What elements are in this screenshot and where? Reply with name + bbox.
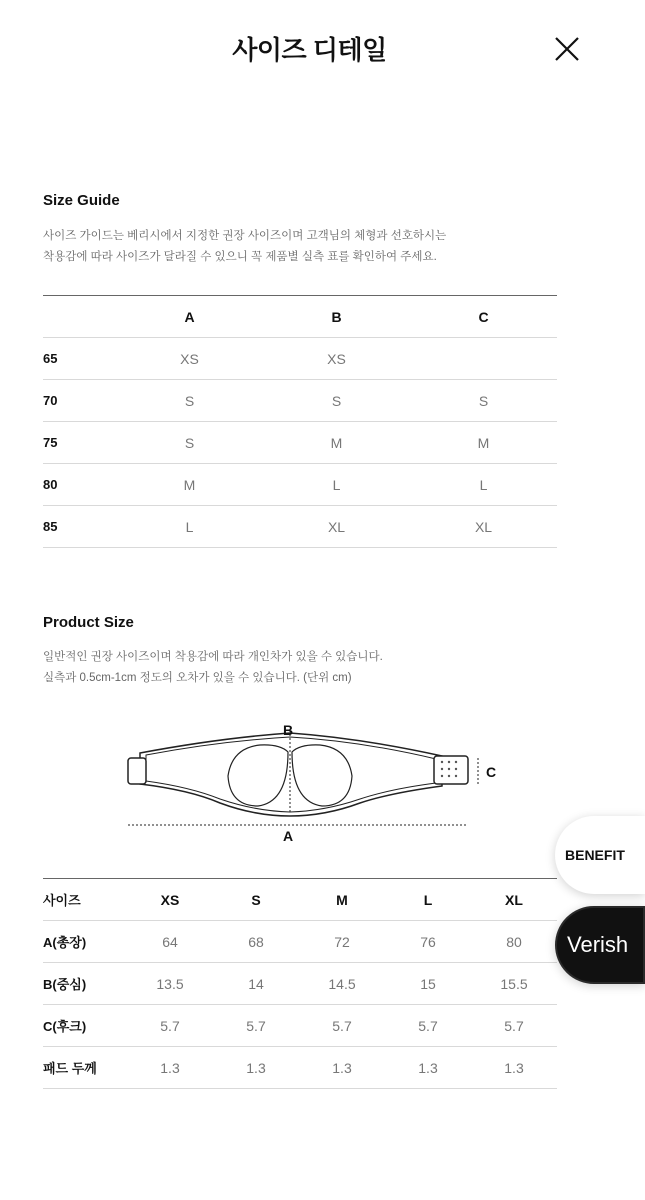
table-cell: 1.3 <box>385 1047 471 1089</box>
table-row <box>43 338 557 380</box>
sg-header-cell: C <box>410 296 557 338</box>
product-size-table <box>43 878 557 1089</box>
ps-header-cell: L <box>385 879 471 921</box>
table-row <box>43 506 557 548</box>
bra-diagram <box>120 718 510 848</box>
table-cell: 13.5 <box>127 963 213 1005</box>
table-cell: 80 <box>471 921 557 963</box>
table-cell: S <box>116 422 263 464</box>
ps-header-cell: XS <box>127 879 213 921</box>
table-cell: 5.7 <box>299 1005 385 1047</box>
table-cell: 76 <box>385 921 471 963</box>
table-cell: S <box>263 380 410 422</box>
ps-header-cell: XL <box>471 879 557 921</box>
table-cell: 1.3 <box>127 1047 213 1089</box>
verish-button[interactable]: Verish <box>555 906 645 984</box>
table-cell: 1.3 <box>471 1047 557 1089</box>
table-cell: L <box>116 506 263 548</box>
table-cell: M <box>410 422 557 464</box>
table-cell <box>410 338 557 380</box>
table-cell: M <box>263 422 410 464</box>
table-row <box>43 1047 557 1089</box>
table-cell: 15 <box>385 963 471 1005</box>
row-label: 75 <box>43 422 116 464</box>
size-guide-desc-1: 사이즈 가이드는 베리시에서 지정한 권장 사이즈이며 고객님의 체형과 선호하시는 <box>43 230 447 242</box>
size-guide-table <box>43 295 557 548</box>
table-cell: L <box>263 464 410 506</box>
table-cell: XS <box>116 338 263 380</box>
product-size-title: Product Size <box>43 614 134 631</box>
table-row <box>43 963 557 1005</box>
table-cell: XS <box>263 338 410 380</box>
close-icon <box>552 34 582 64</box>
diagram-label-c: C <box>486 764 497 780</box>
close-button[interactable] <box>552 34 582 64</box>
row-label: 65 <box>43 338 116 380</box>
row-label: C(후크) <box>43 1005 127 1047</box>
row-label: 80 <box>43 464 116 506</box>
table-cell: 5.7 <box>471 1005 557 1047</box>
benefit-button[interactable]: BENEFIT <box>555 816 645 894</box>
ps-header-cell: 사이즈 <box>43 879 127 921</box>
table-cell: S <box>410 380 557 422</box>
table-cell: XL <box>410 506 557 548</box>
sg-header-cell: A <box>116 296 263 338</box>
table-cell: 5.7 <box>127 1005 213 1047</box>
size-guide-desc-2: 착용감에 따라 사이즈가 달라질 수 있으니 꼭 제품별 실측 표를 확인하여 주세요. <box>43 251 437 263</box>
row-label: A(총장) <box>43 921 127 963</box>
table-row <box>43 1005 557 1047</box>
table-cell: 68 <box>213 921 299 963</box>
row-label: B(중심) <box>43 963 127 1005</box>
ps-header-cell: M <box>299 879 385 921</box>
table-cell: 64 <box>127 921 213 963</box>
table-cell: 1.3 <box>213 1047 299 1089</box>
table-cell: 1.3 <box>299 1047 385 1089</box>
product-size-desc-1: 일반적인 권장 사이즈이며 착용감에 따라 개인차가 있을 수 있습니다. <box>43 651 383 663</box>
sg-header-cell: B <box>263 296 410 338</box>
table-cell: 5.7 <box>213 1005 299 1047</box>
table-cell: 14.5 <box>299 963 385 1005</box>
page-title: 사이즈 디테일 <box>232 35 387 65</box>
table-row <box>43 464 557 506</box>
table-row <box>43 380 557 422</box>
table-cell: L <box>410 464 557 506</box>
row-label: 70 <box>43 380 116 422</box>
ps-header-cell: S <box>213 879 299 921</box>
diagram-label-b: B <box>283 722 294 738</box>
table-cell: XL <box>263 506 410 548</box>
diagram-label-a: A <box>283 828 294 844</box>
row-label: 85 <box>43 506 116 548</box>
table-cell: 15.5 <box>471 963 557 1005</box>
table-cell: S <box>116 380 263 422</box>
sg-header-cell <box>43 296 116 338</box>
table-row <box>43 921 557 963</box>
size-guide-title: Size Guide <box>43 192 120 209</box>
table-cell: 72 <box>299 921 385 963</box>
table-row <box>43 422 557 464</box>
table-cell: M <box>116 464 263 506</box>
table-cell: 14 <box>213 963 299 1005</box>
table-cell: 5.7 <box>385 1005 471 1047</box>
row-label: 패드 두께 <box>43 1047 127 1089</box>
product-size-desc-2: 실측과 0.5cm-1cm 정도의 오차가 있을 수 있습니다. (단위 cm) <box>43 672 352 684</box>
